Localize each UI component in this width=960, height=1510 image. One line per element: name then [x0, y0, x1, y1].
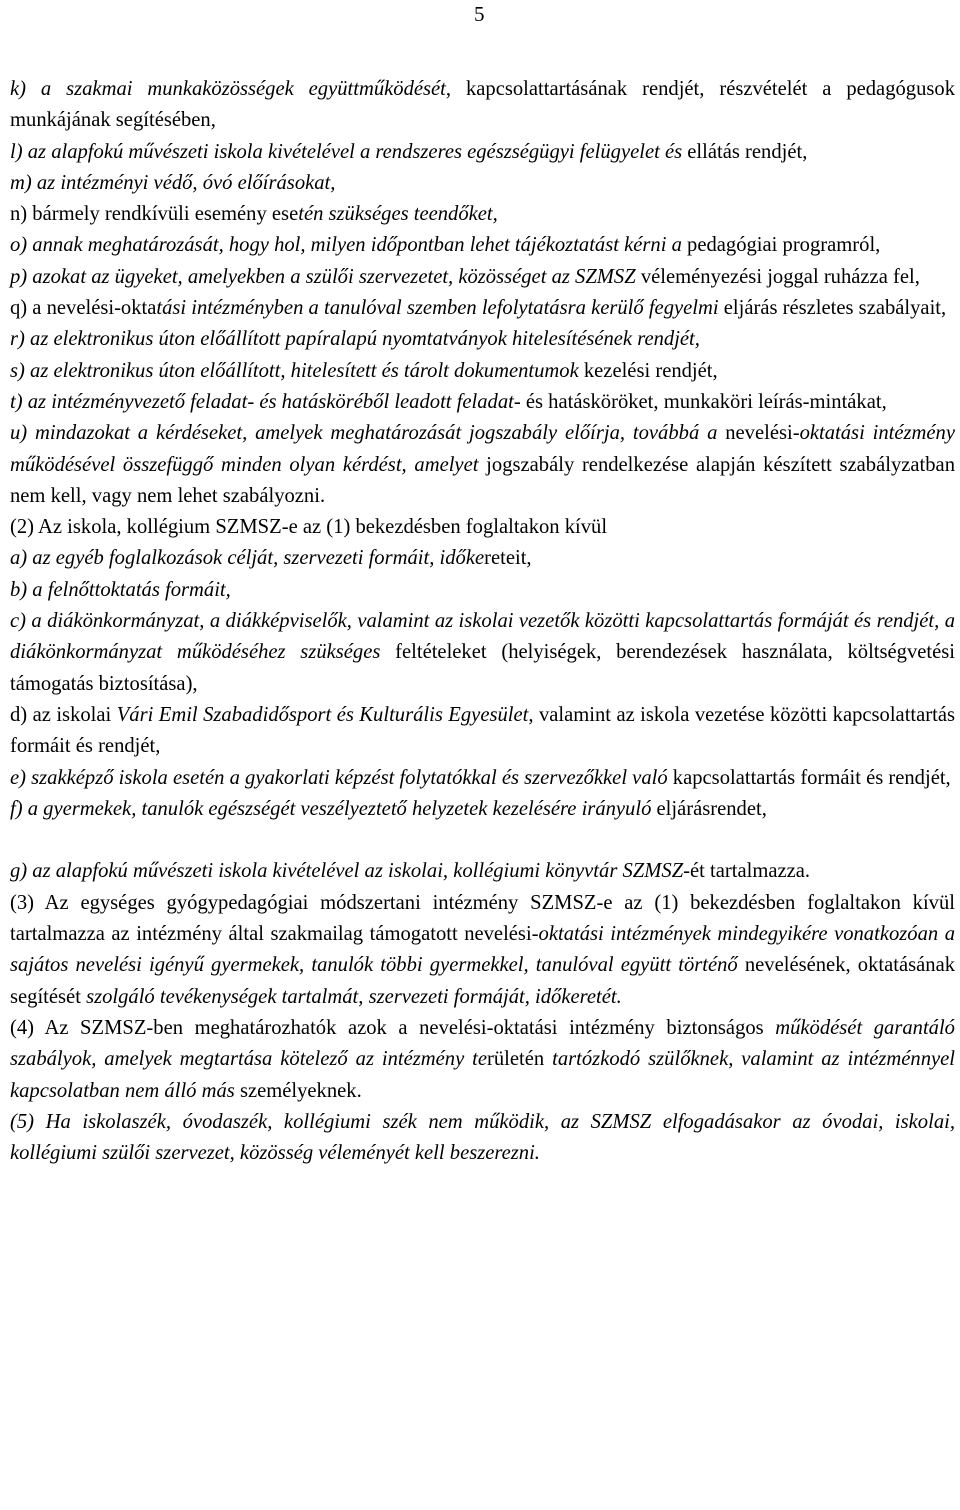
text-run: rületén: [487, 1048, 553, 1071]
paragraph-a: [10, 543, 955, 574]
text-run: f) a gyermekek, tanulók egészségét veszélyeztető helyzetek kezelésére irányuló: [10, 797, 652, 820]
paragraph-b: [10, 575, 955, 606]
text-run: szolgáló tevékenységek tartalmát, szervezeti formáját, időkeretét.: [86, 985, 622, 1008]
text-run: k) a szakmai munkaközösségek együttműködését: [10, 78, 446, 100]
text-run: -ét tartalmazza.: [683, 860, 811, 883]
text-run: kezelési rendjét,: [578, 359, 718, 382]
paragraph-g: [10, 856, 955, 887]
text-run: pedagógiai programról,: [681, 234, 881, 257]
text-run: nevelési-: [717, 422, 800, 445]
text-run: , kapcsolattartásának rendjét, részvételét a pedagógusok munkájának segítésében,: [10, 78, 955, 132]
text-run: a) az egyéb foglalkozások célját, szervezeti formáit, időke: [10, 547, 485, 570]
text-run: tén szükséges teendőket,: [298, 203, 498, 226]
body-text: [10, 74, 955, 1169]
paragraph-u: [10, 418, 955, 512]
text-run: (4) Az SZMSZ-ben meghatározhatók azok a nevelési-oktatási intézmény biztonságos: [10, 1016, 776, 1039]
paragraph-d: [10, 700, 955, 763]
text-run: nevelésének, oktatásának segítését: [10, 954, 956, 1008]
text-run: (2) Az iskola, kollégium SZMSZ-e az (1) bekezdésben foglaltakon kívül: [10, 516, 608, 539]
paragraph-l: [10, 137, 955, 168]
text-run: u) mindazokat a kérdéseket, amelyek meghatározását jogszabály előírja, továbbá a: [10, 422, 718, 445]
text-run: , valamint az iskola vezetése közötti kapcsolattartás formáit és rendjét,: [10, 703, 956, 758]
paragraph-c: [10, 606, 955, 700]
text-run: oktatási intézmények mindegyikére vonatkozóan a sajátos nevelési igényű gyermekek, tanulók többi gyermekkel, tanulóval együtt történő: [10, 923, 955, 977]
text-run: reteit,: [484, 547, 532, 570]
text-run: személyeknek.: [234, 1079, 362, 1102]
text-run: eljárás részletes szabályait,: [718, 297, 947, 320]
text-run: véleményezési joggal ruházza fel,: [635, 265, 920, 288]
paragraph-n: [10, 199, 955, 230]
text-run: p) azokat az ügyeket, amelyekben a szülői szervezetet, közösséget az SZMSZ: [10, 265, 636, 288]
text-run: m) az intézményi védő, óvó előírásokat,: [10, 171, 336, 194]
page-number: 5: [474, 2, 485, 26]
paragraph-k: [10, 74, 955, 137]
text-run: és hatásköröket, munkaköri leírás-mintákat,: [520, 390, 887, 413]
text-run: q) a nevelési-okta: [10, 297, 157, 320]
text-run: Vári Emil Szabadidősport és Kulturális Egyesület: [116, 703, 529, 726]
blank-line: [10, 825, 955, 856]
text-run: n) bármely rendkívüli esemény ese: [10, 203, 299, 226]
text-run: (3) Az egységes gyógypedagógiai módszertani intézmény SZMSZ-e az (1) bekezdésben foglaltakon kívül tartalmazza az intézmény által szakmailag támogatott nevelési-: [10, 891, 955, 946]
text-run: tási intézményben a tanulóval szemben lefolytatásra kerülő fegyelmi: [156, 297, 719, 320]
text-run: b) a felnőttoktatás formáit,: [10, 578, 231, 601]
paragraph-r: [10, 324, 955, 355]
text-run: oktatási intézmény működésével összefüggő minden olyan kérdést, amelyet: [10, 422, 955, 476]
text-run: feltételeket (helyiségek, berendezések használata, költségvetési támogatás biztosítása),: [10, 641, 955, 695]
text-run: s) az elektronikus úton előállított, hitelesített és tárolt dokumentumok: [10, 359, 579, 382]
paragraph-f: [10, 794, 955, 825]
text-run: l) az alapfokú művészeti iskola kivételével a rendszeres egészségügyi felügyelet és: [10, 140, 683, 163]
text-run: ellátás rendjét,: [682, 140, 808, 163]
text-run: d) az iskolai: [10, 703, 117, 726]
paragraph-p: [10, 262, 955, 293]
text-run: eljárásrendet,: [651, 797, 767, 820]
text-run: e) szakképző iskola esetén a gyakorlati képzést folytatókkal és szervezőkkel való: [10, 766, 668, 789]
paragraph-e: [10, 763, 955, 794]
text-run: tartózkodó szülőknek, valamint az intézménnyel kapcsolatban nem álló más: [10, 1048, 955, 1102]
text-run: jogszabály rendelkezése alapján készített szabályzatban nem kell, vagy nem lehet szabályozni.: [10, 453, 955, 507]
paragraph-q: [10, 293, 955, 324]
text-run: c) a diákönkormányzat, a diákképviselők, valamint az iskolai vezetők közötti kapcsolattartás formáját és rendjét, a diákönkormányzat működéséhez szükséges: [10, 610, 955, 664]
text-run: kapcsolattartás formáit és rendjét,: [667, 766, 951, 789]
text-run: o) annak meghatározását, hogy hol, milyen időpontban lehet tájékoztatást kérni a: [10, 234, 682, 257]
paragraph-o: [10, 230, 955, 261]
text-run: g) az alapfokú művészeti iskola kivételével az iskolai, kollégiumi könyvtár SZMSZ: [10, 860, 684, 883]
paragraph-t: [10, 387, 955, 418]
paragraph-s5: [10, 1107, 955, 1170]
text-run: (5) Ha iskolaszék, óvodaszék, kollégiumi szék nem működik, az SZMSZ elfogadásakor az óvodai, iskolai, kollégiumi szülői szervezet, közösség véleményét kell beszerezni.: [10, 1110, 955, 1165]
text-run: működését garantáló szabályok, amelyek megtartása kötelező az intézmény te: [10, 1016, 955, 1071]
paragraph-s: [10, 356, 955, 387]
paragraph-m: [10, 168, 955, 199]
paragraph-s3: [10, 888, 955, 1013]
text-run: t) az intézményvezető feladat- és hatásköréből leadott feladat-: [10, 390, 521, 413]
paragraph-s2: [10, 512, 955, 543]
text-run: r) az elektronikus úton előállított papíralapú nyomtatványok hitelesítésének rendjét,: [10, 328, 700, 351]
paragraph-s4: [10, 1013, 955, 1107]
